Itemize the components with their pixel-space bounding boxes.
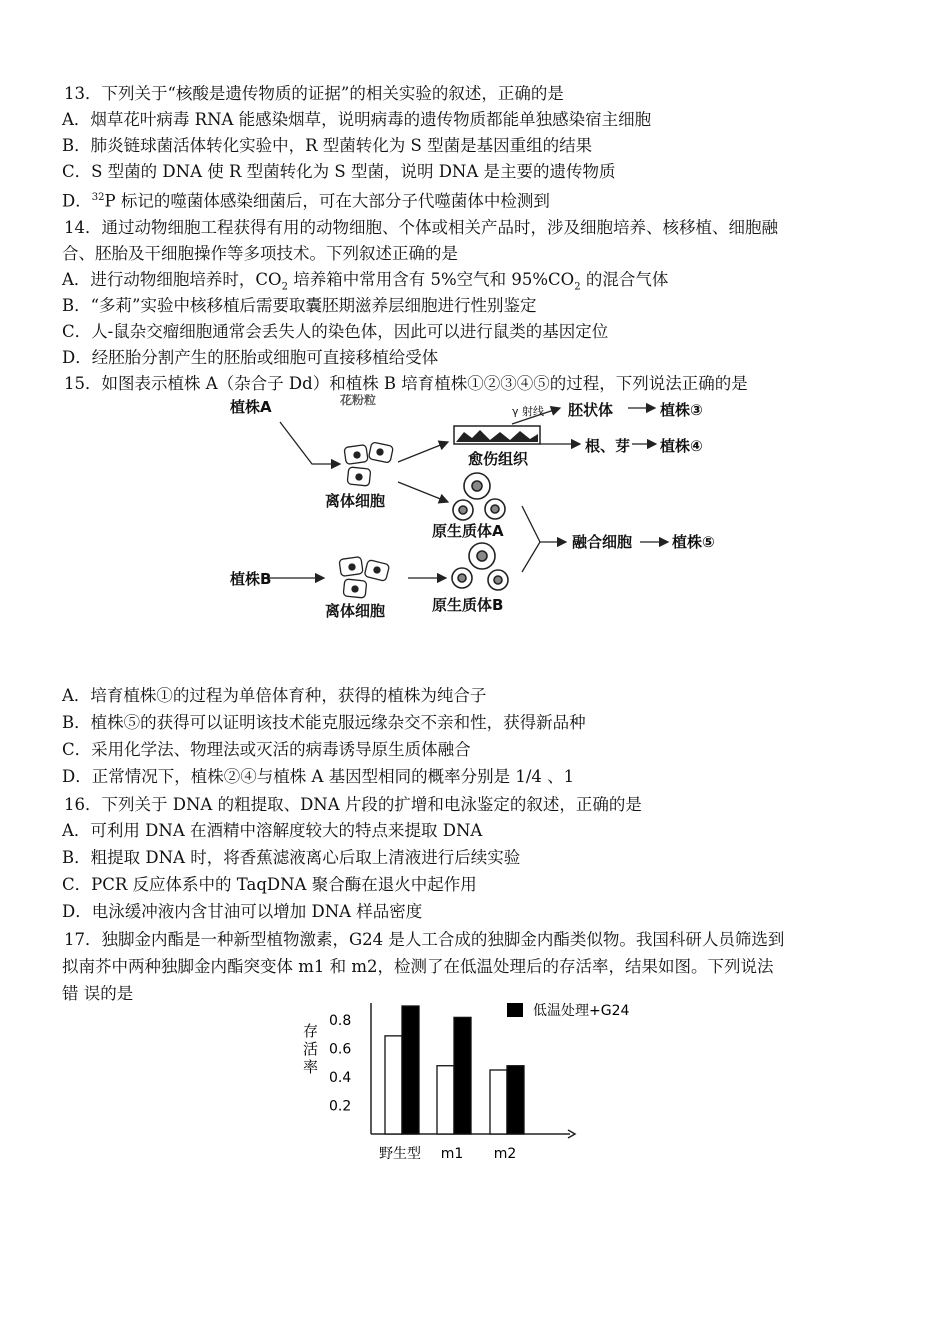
q16-option-a: A．可利用 DNA 在酒精中溶解度较大的特点来提取 DNA [62, 821, 483, 840]
q13-stem: 13．下列关于“核酸是遗传物质的证据”的相关实验的叙述，正确的是 [64, 84, 564, 103]
y-tick-label: 0.4 [329, 1070, 352, 1087]
bar-low-temp-g24-0 [402, 1006, 419, 1134]
y-axis-label: 存活率 [303, 1022, 319, 1076]
q17-stem-line2: 拟南芥中两种独脚金内酯突变体 m1 和 m2，检测了在低温处理后的存活率，结果如图。下列说法 [62, 957, 774, 976]
y-tick-label: 0.6 [329, 1041, 352, 1058]
legend-swatch [507, 1003, 523, 1017]
q14-option-c: C．人-鼠杂交瘤细胞通常会丢失人的染色体，因此可以进行鼠类的基因定位 [62, 322, 609, 341]
q15-option-c: C．采用化学法、物理法或灭活的病毒诱导原生质体融合 [62, 740, 471, 759]
y-tick-label: 0.2 [329, 1098, 352, 1115]
plant-b-label: 植株B [230, 570, 272, 588]
plant3-label: 植株③ [660, 401, 703, 419]
q14-option-d: D．经胚胎分割产生的胚胎或细胞可直接移植给受体 [62, 348, 439, 367]
callus-icon [454, 426, 540, 444]
bar-low-temp-0 [385, 1036, 402, 1134]
q13-option-a: A．烟草花叶病毒 RNA 能感染烟草，说明病毒的遗传物质都能单独感染宿主细胞 [62, 110, 652, 129]
q17-stem-line1: 17．独脚金内酯是一种新型植物激素，G24 是人工合成的独脚金内酯类似物。我国科研人员筛选到 [64, 930, 785, 949]
q15-option-b: B．植株⑤的获得可以证明该技术能克服远缘杂交不亲和性，获得新品种 [62, 713, 586, 732]
q15-figure [200, 394, 760, 630]
bar-low-temp-g24-1 [454, 1017, 471, 1134]
protoplast-a-label: 原生质体A [432, 522, 504, 540]
q14-stem-line1: 14．通过动物细胞工程获得有用的动物细胞、个体或相关产品时，涉及细胞培养、核移植、细胞融 [64, 218, 778, 237]
gamma-ray-label: γ 射线 [512, 405, 545, 418]
q14-stem-line2: 合、胚胎及干细胞操作等多项技术。下列叙述正确的是 [62, 244, 458, 263]
pollen-label: 花粉粒 [340, 394, 377, 407]
category-label: 野生型 [379, 1146, 421, 1162]
protoplast-a-icon [453, 473, 505, 520]
q15-stem: 15．如图表示植株 A（杂合子 Dd）和植株 B 培育植株①②③④⑤的过程，下列说法正确的是 [64, 374, 748, 393]
root-bud-label: 根、芽 [585, 437, 631, 455]
category-label: m2 [493, 1146, 517, 1162]
q17-stem-line3: 错 误的是 [62, 984, 134, 1003]
q13-option-d: D．$^{32}$P 标记的噬菌体感染细菌后，可在大部分子代噬菌体中检测到 [62, 191, 550, 211]
q15-option-a: A．培育植株①的过程为单倍体育种，获得的植株为纯合子 [62, 686, 487, 705]
q14-option-b: B．“多莉”实验中核移植后需要取囊胚期滋养层细胞进行性别鉴定 [62, 296, 537, 315]
plant-a-label: 植株A [230, 398, 272, 416]
legend-label: 低温处理+G24 [533, 1003, 630, 1019]
bar-low-temp-1 [437, 1066, 454, 1134]
q13-option-c: C．S 型菌的 DNA 使 R 型菌转化为 S 型菌，说明 DNA 是主要的遗传物质 [62, 162, 616, 181]
bar-low-temp-g24-2 [507, 1066, 524, 1134]
plant4-label: 植株④ [660, 437, 703, 455]
isolated-cells-icon-1 [344, 442, 393, 486]
survival-bar-chart [285, 998, 665, 1170]
isolated-cells-label-1: 离体细胞 [325, 492, 386, 510]
callus-label: 愈伤组织 [468, 450, 529, 468]
bar-low-temp-2 [490, 1070, 507, 1134]
q13-option-b: B．肺炎链球菌活体转化实验中，R 型菌转化为 S 型菌是基因重组的结果 [62, 136, 593, 155]
q16-option-c: C．PCR 反应体系中的 TaqDNA 聚合酶在退火中起作用 [62, 875, 477, 894]
category-label: m1 [440, 1146, 464, 1162]
q14-option-a: A．进行动物细胞培养时，$CO_2$ 培养箱中常用含有 5%空气和 $95\%CO_2$ 的混合气体 [62, 270, 669, 293]
q16-option-b: B．粗提取 DNA 时，将香蕉滤液离心后取上清液进行后续实验 [62, 848, 521, 867]
protoplast-b-label: 原生质体B [432, 596, 504, 614]
plant5-label: 植株⑤ [672, 533, 715, 551]
q16-stem: 16．下列关于 DNA 的粗提取、DNA 片段的扩增和电泳鉴定的叙述，正确的是 [64, 795, 642, 814]
y-tick-label: 0.8 [329, 1013, 352, 1030]
protoplast-b-icon [452, 543, 508, 590]
isolated-cells-icon-2 [339, 557, 390, 599]
q15-option-d: D．正常情况下，植株②④与植株 A 基因型相同的概率分别是 1/4 、1 [62, 767, 575, 786]
embryoid-label: 胚状体 [568, 401, 614, 419]
q16-option-d: D．电泳缓冲液内含甘油可以增加 DNA 样品密度 [62, 902, 423, 921]
fused-cell-label: 融合细胞 [572, 533, 633, 551]
isolated-cells-label-2: 离体细胞 [325, 602, 386, 620]
